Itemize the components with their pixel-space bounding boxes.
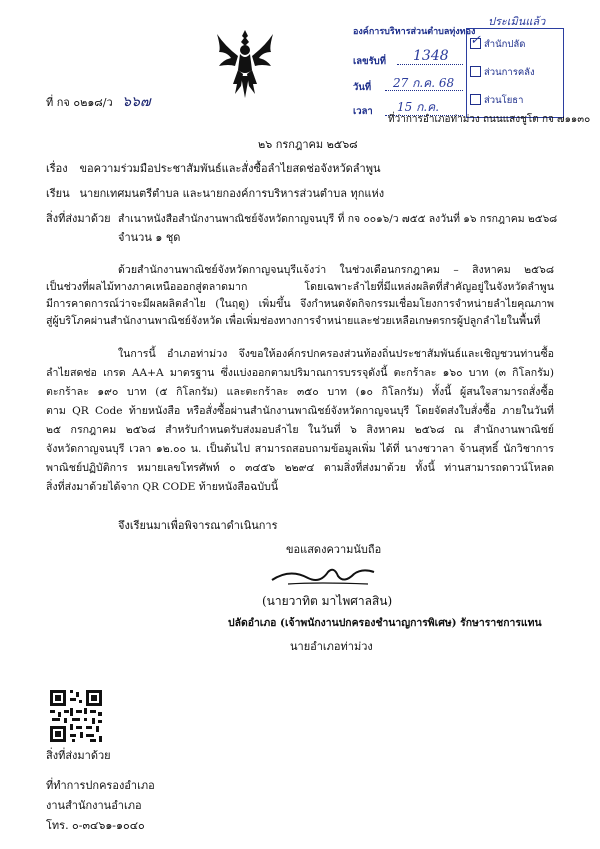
paragraph-line: สู่ผู้บริโภคผ่านสำนักงานพาณิชย์จังหวัด เพื่อเพิ่มช่องทางการจำหน่ายและช่วยเหลือเกษตรกรผู้ปลูกลำไยในพื้นที่ <box>46 315 541 327</box>
to-row <box>46 187 384 201</box>
date-label: วันที่ <box>353 82 372 93</box>
checkbox-icon <box>470 94 481 105</box>
checkbox-icon <box>470 66 481 77</box>
reference-number-printed: ที่ กจ ๐๒๑๘/ว <box>46 96 113 109</box>
to-text: นายกเทศมนตรีตำบล และนายกองค์การบริหารส่วนตำบล ทุกแห่ง <box>79 187 385 200</box>
qr-code[interactable] <box>48 688 104 744</box>
footer-office-line-2: งานสำนักงานอำเภอ <box>46 799 142 812</box>
route-item-1 <box>470 33 526 52</box>
paragraph-line: ตาม QR Code ท้ายหนังสือ หรือสั่งซื้อผ่านสำนักงานพาณิชย์จังหวัดกาญจนบุรี โดยจัดส่งใบสั่งซื้อ ภายในวันที่ <box>46 405 554 417</box>
receive-stamp <box>351 22 476 118</box>
time-handwritten: 15 ก.ค. <box>397 100 440 114</box>
route-item-3 <box>470 93 523 108</box>
paragraph-line: พาณิชย์ปฏิบัติการ หมายเลขโทรศัพท์ ๐ ๓๔๕๖ ๒๒๙๔ ตามสิ่งที่ส่งมาด้วย ทั้งนี้ ท่านสามารถดาวน์โหลด <box>46 462 554 474</box>
receipt-number: 1348 <box>413 48 449 64</box>
receipt-line <box>397 64 463 65</box>
reference-number <box>46 95 150 110</box>
garuda-emblem <box>213 26 277 102</box>
paragraph-line: มีการคาดการณ์ว่าจะมีผลผลิตลำไย (ในฤดู) เพิ่มขึ้น จึงกำหนดจัดกิจกรรมเชื่อมโยงการจำหน่ายลำไยคุณภาพ <box>46 298 554 310</box>
enclosure-line-1: สำเนาหนังสือสำนักงานพาณิชย์จังหวัดกาญจนบุรี ที่ กจ ๐๐๑๖/ว ๗๕๕ ลงวันที่ ๑๖ กรกฎาคม ๒๕๖๘ <box>118 213 558 225</box>
paragraph-2 <box>46 345 554 497</box>
closing-regards: ขอแสดงความนับถือ <box>286 543 382 556</box>
qr-caption: สิ่งที่ส่งมาด้วย <box>46 749 111 762</box>
footer-phone: โทร. ๐-๓๔๖๑-๑๐๔๐ <box>46 819 145 832</box>
enclosure-line-2: จำนวน ๑ ชุด <box>118 231 181 244</box>
paragraph-1 <box>46 262 554 330</box>
route-item-label: ส่วนโยธา <box>484 95 524 106</box>
route-item-label: ส่วนการคลัง <box>484 67 535 78</box>
signature <box>268 560 378 588</box>
subject-text: ขอความร่วมมือประชาสัมพันธ์และสั่งซื้อลำไยสดช่อจังหวัดลำพูน <box>79 162 381 175</box>
office-address: ที่ว่าการอำเภอท่าม่วง ถนนแสงชูโต กจ ๗๑๑๓๐ <box>388 114 591 125</box>
time-label: เวลา <box>353 106 373 117</box>
paragraph-line: ด้วยสำนักงานพาณิชย์จังหวัดกาญจนบุรีแจ้งว่า ในช่วงเดือนกรกฎาคม – สิงหาคม ๒๕๖๘ <box>118 264 554 276</box>
receive-stamp-org: องค์การบริหารส่วนตำบลทุ่งทอง <box>353 27 476 37</box>
enclosure-label: สิ่งที่ส่งมาด้วย <box>46 212 111 225</box>
letter-date: ๒๖ กรกฎาคม ๒๕๖๘ <box>258 138 358 151</box>
signer-title-2: นายอำเภอท่าม่วง <box>290 640 373 653</box>
signer-title: ปลัดอำเภอ (เจ้าพนักงานปกครองชำนาญการพิเศษ) รักษาราชการแทน <box>228 617 542 629</box>
paragraph-line: ในการนี้ อำเภอท่าม่วง จึงขอให้องค์กรปกครองส่วนท้องถิ่นประชาสัมพันธ์และเชิญชวนท่านซื้อ <box>118 348 554 360</box>
reference-number-handwritten: ๖๖๗ <box>122 94 151 110</box>
paragraph-line: ลำไยสดช่อ เกรด AA+A มาตรฐาน ซึ่งแบ่งออกตามปริมาณการบรรจุดังนี้ ตะกร้าละ ๑๖๐ บาท (๓ กิโลกรัม) <box>46 367 554 379</box>
paragraph-line: สิ่งที่ส่งมาด้วยได้จาก QR CODE ท้ายหนังสือฉบับนี้ <box>46 481 279 493</box>
signer-name: (นายวาทิต มาไพศาลสิน) <box>262 594 393 608</box>
receipt-label: เลขรับที่ <box>353 56 386 67</box>
date-handwritten: 27 ก.ค. 68 <box>393 76 455 90</box>
paragraph-line: เป็นช่วงที่ผลไม้ทางภาคเหนือออกสู่ตลาดมาก โดยเฉพาะลำไยที่มีแหล่งผลิตที่สำคัญอยู่ในจังหวัดลำพูน <box>46 281 554 293</box>
routing-box <box>466 28 564 118</box>
to-label: เรียน <box>46 187 70 200</box>
paragraph-line: ตะกร้าละ ๑๙๐ บาท (๕ กิโลกรัม) และตะกร้าละ ๓๕๐ บาท (๑๐ กิโลกรัม) ทั้งนี้ ผู้สนใจสามารถสั่งซื้อ <box>46 386 554 398</box>
route-item-label: สำนักปลัด <box>484 39 526 50</box>
paragraph-line: ๒๕ กรกฎาคม ๒๕๖๘ สำหรับกำหนดรับส่งมอบลำไย ในวันที่ ๖ สิงหาคม ๒๕๖๘ ณ สำนักงานพาณิชย์ <box>46 424 554 436</box>
check-mark-icon: ✓ <box>470 33 481 48</box>
subject-row <box>46 162 380 176</box>
route-item-2 <box>470 65 535 80</box>
closing-request: จึงเรียนมาเพื่อพิจารณาดำเนินการ <box>118 519 278 532</box>
subject-label: เรื่อง <box>46 162 68 175</box>
paragraph-line: จังหวัดกาญจนบุรี เวลา ๑๒.๐๐ น. เป็นต้นไป สามารถสอบถามข้อมูลเพิ่ม ได้ที่ นางชวาลา จ้านสุทธิ์ นักวิชาการ <box>46 443 554 455</box>
routing-handwritten-note: ประเมินแล้ว <box>488 15 546 28</box>
footer-office-line-1: ที่ทำการปกครองอำเภอ <box>46 779 155 792</box>
